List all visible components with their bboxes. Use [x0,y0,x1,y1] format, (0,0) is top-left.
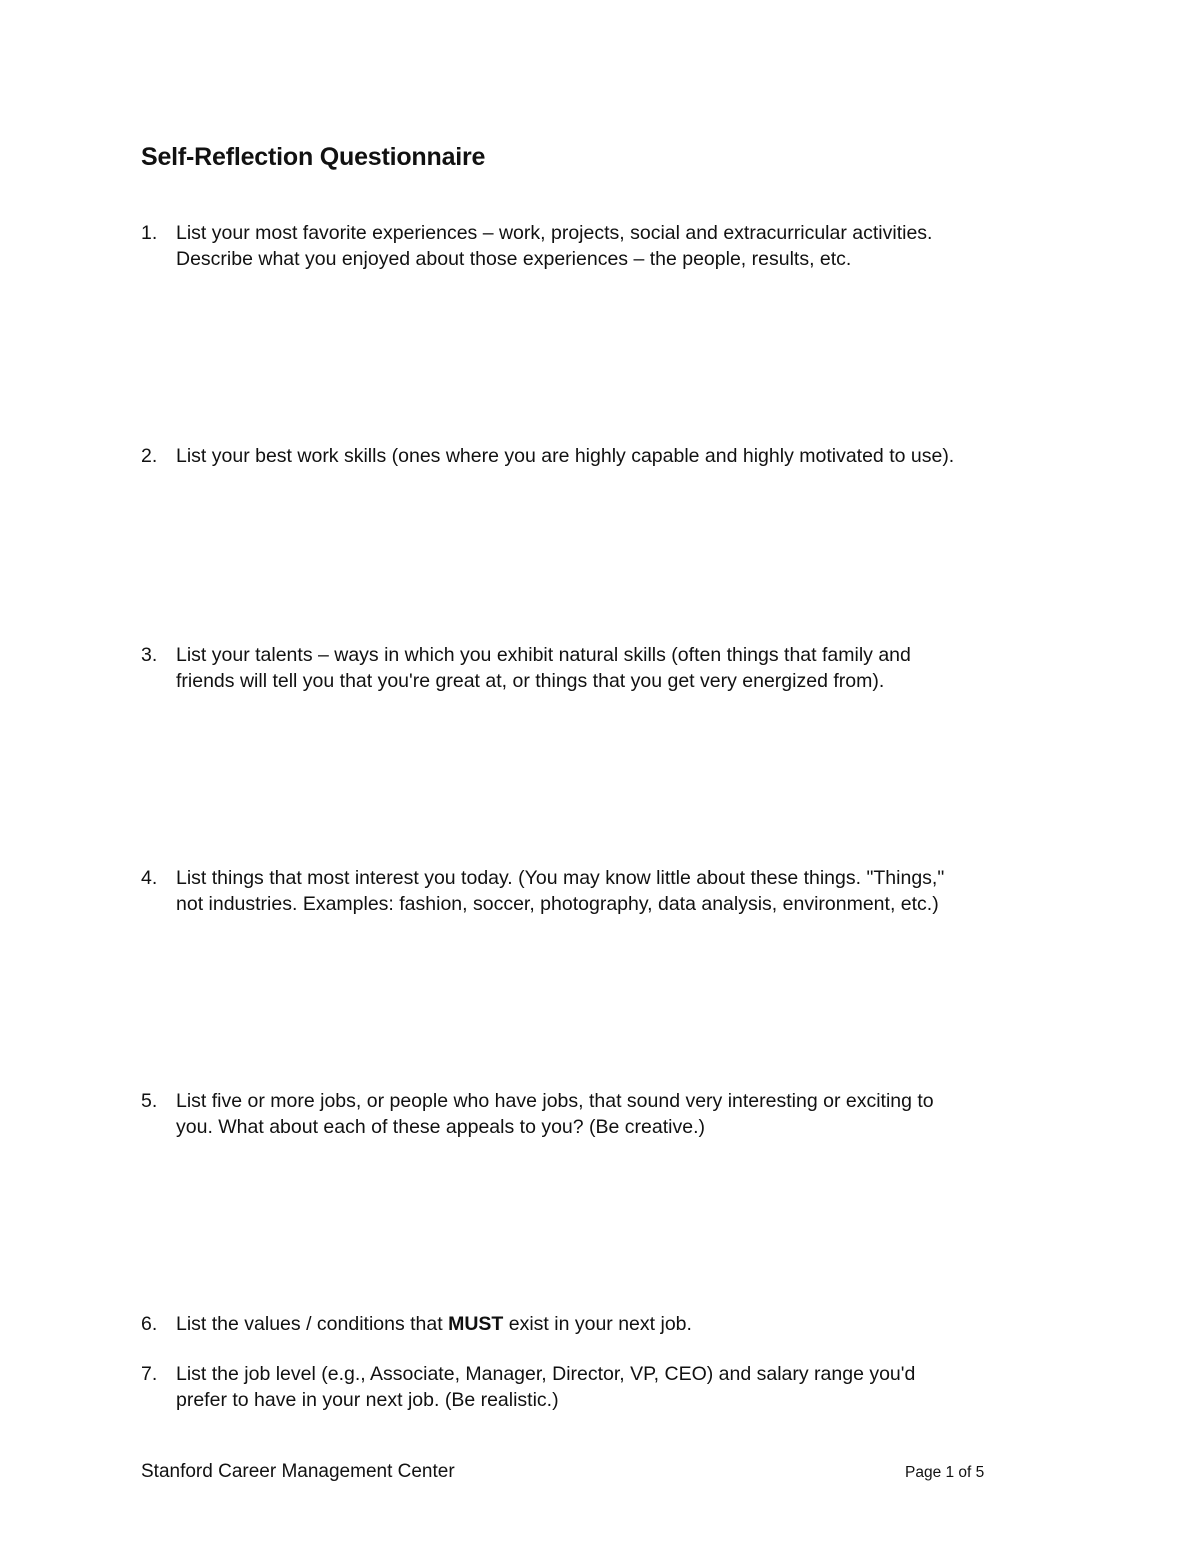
question-line: Describe what you enjoyed about those experiences – the people, results, etc. [176,248,852,270]
question-text [176,642,911,694]
question-line: List your talents – ways in which you exhibit natural skills (often things that family and [176,644,911,666]
question-line: List five or more jobs, or people who have jobs, that sound very interesting or exciting to [176,1090,934,1112]
question-line: List your most favorite experiences – work, projects, social and extracurricular activities. [176,222,933,244]
page-title: Self-Reflection Questionnaire [141,143,486,171]
question-text [176,443,954,469]
question-number: 3. [141,644,158,666]
question-line: List your best work skills (ones where you are highly capable and highly motivated to use). [176,445,955,467]
question-number: 6. [141,1313,158,1335]
question-line: prefer to have in your next job. (Be realistic.) [176,1389,559,1411]
question-number: 4. [141,867,158,889]
question-number: 7. [141,1363,158,1385]
question-text [176,1311,692,1337]
question-line [176,1311,692,1337]
question-line: List the job level (e.g., Associate, Manager, Director, VP, CEO) and salary range you'd [176,1363,916,1385]
footer-organization: Stanford Career Management Center [141,1461,455,1482]
question-line: not industries. Examples: fashion, soccer, photography, data analysis, environment, etc.) [176,893,939,915]
question-text-before: List the values / conditions that [176,1313,449,1335]
footer-page-indicator: Page 1 of 5 [905,1464,985,1481]
question-number: 2. [141,445,158,467]
question-line: friends will tell you that you're great at, or things that you get very energized from). [176,670,885,692]
question-line: you. What about each of these appeals to you? (Be creative.) [176,1116,705,1138]
question-text [176,865,944,917]
question-number: 5. [141,1090,158,1112]
question-text [176,1088,934,1140]
emphasis-must: MUST [448,1313,504,1335]
question-text [176,1361,915,1413]
question-text-after: exist in your next job. [503,1313,692,1335]
question-text [176,220,932,272]
question-line: List things that most interest you today. (You may know little about these things. "Things," [176,867,945,889]
question-number: 1. [141,222,158,244]
